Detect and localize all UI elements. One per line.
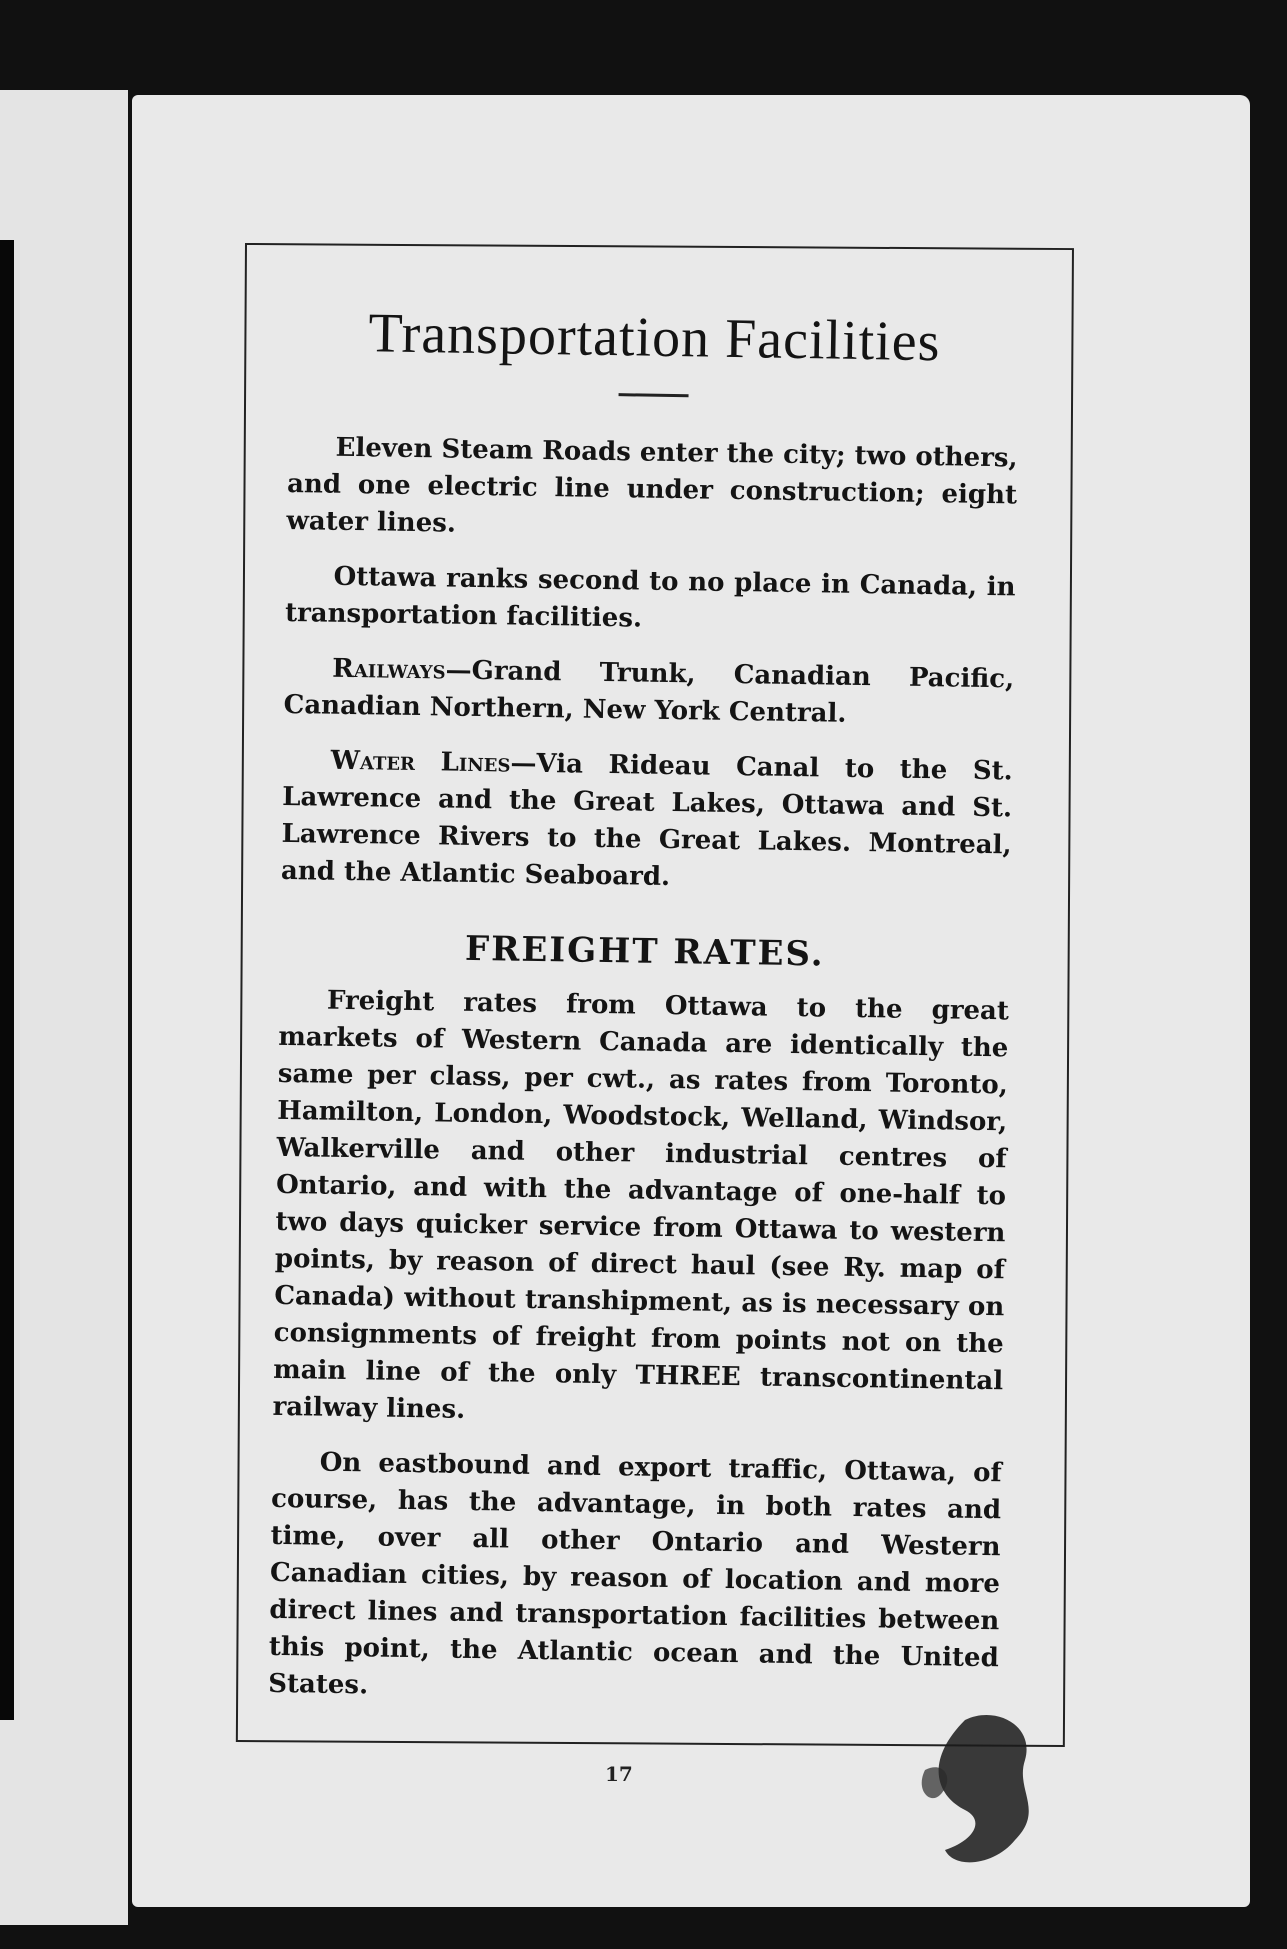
facing-page-strip: [0, 90, 128, 1925]
page-number: 17: [605, 1762, 633, 1786]
freight-rates-heading: FREIGHT RATES.: [464, 928, 825, 975]
paragraph-railways: [283, 650, 1014, 735]
page-content: [268, 300, 1020, 1732]
facing-page-edge: [0, 240, 14, 1720]
title-rule: [619, 393, 689, 397]
ink-smudge: [905, 1700, 1065, 1880]
paragraph-eastbound: On eastbound and export traffic, Ottawa, of course, has the advantage, in both rates and time, over all other Ontario and Western Canadian cities, by reason of location and more direct lines and transportation facilities between this point, the Atlantic ocean and the United States.: [268, 1447, 1002, 1701]
water-lines-label: Water Lines: [330, 745, 511, 779]
paragraph-ranking: Ottawa ranks second to no place in Canada, in transportation facilities.: [284, 561, 1016, 634]
paragraph-steam-roads: Eleven Steam Roads enter the city; two others, and one electric line under construction; eight water lines.: [286, 432, 1018, 539]
paragraph-freight-rates: Freight rates from Ottawa to the great markets of Western Canada are identically the same per class, per cwt., as rates from Toronto, Hamilton, London, Woodstock, Welland, Windsor, Walkerville and other industrial centres of Ontario, and with the advantage of one-half to two days quicker service from Ottawa to western points, by reason of direct haul (see Ry. map of Canada) without transhipment, as is necessary on consignments of freight from points not on the main line of the only THREE transcontinental railway lines.: [272, 985, 1010, 1425]
water-lines-text: —Via Rideau Canal to the St. Lawrence and the Great Lakes, Ottawa and St. Lawrence Rivers to the Great Lakes. Montreal, and the Atlantic Seaboard.: [280, 748, 1013, 893]
railways-text: —Grand Trunk, Canadian Pacific, Canadian Northern, New York Central.: [283, 655, 1015, 729]
railways-label: Railways: [331, 653, 446, 686]
page-title: Transportation Facilities: [367, 302, 941, 374]
paragraph-water-lines: [281, 742, 1013, 901]
